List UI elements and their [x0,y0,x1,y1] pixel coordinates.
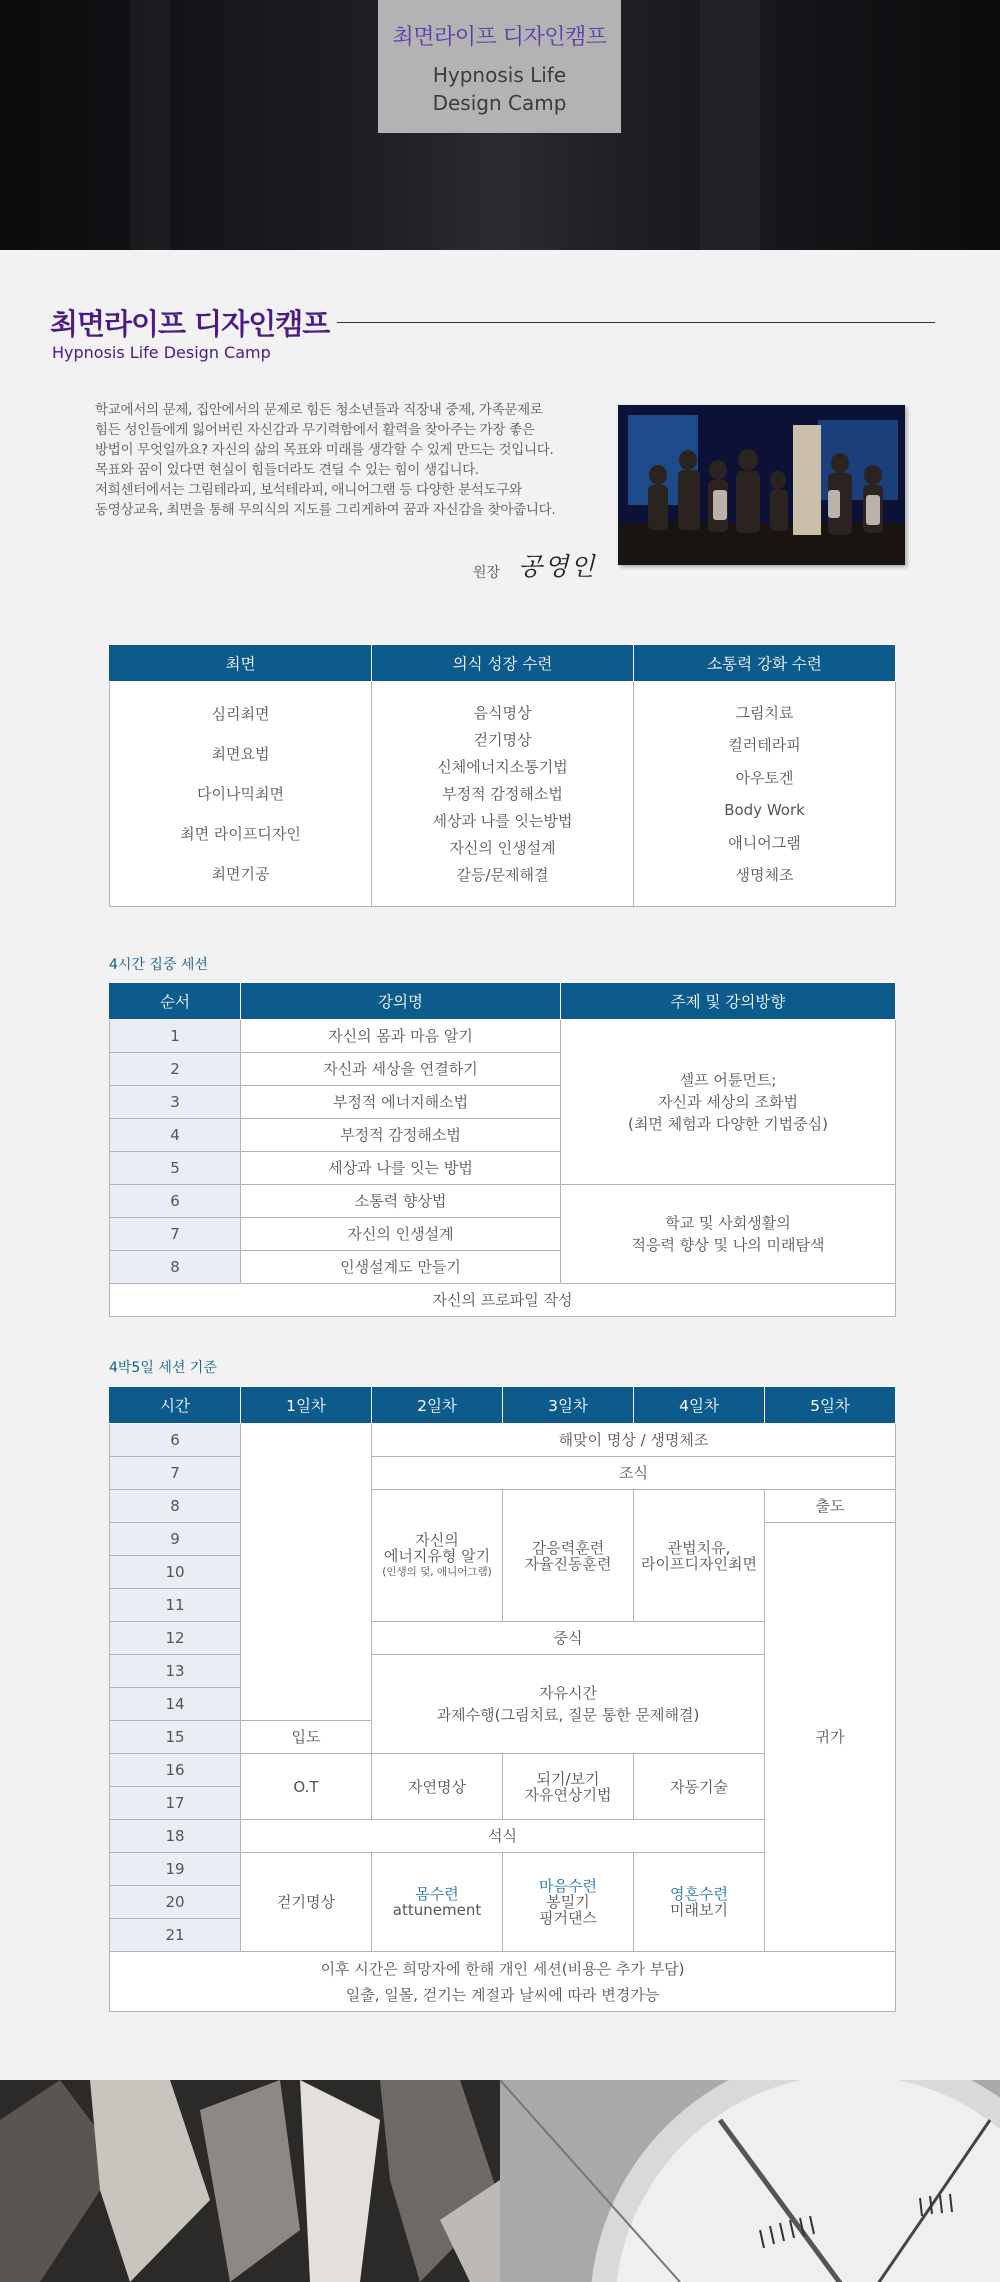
session-number: 7 [110,1218,241,1251]
footer-banner [0,2080,1000,2282]
hour-cell: 19 [110,1853,241,1886]
orientation: O.T [241,1754,372,1820]
schedule-footnote: 일출, 일몰, 걷기는 계절과 날씨에 따라 변경가능 [345,1985,660,2004]
hero-title-en-line: Hypnosis Life [432,63,567,87]
session-name: 부정적 에너지해소법 [241,1086,561,1119]
hero-title-en [378,61,621,117]
arrival: 입도 [241,1721,372,1754]
schedule-line: 자율진동훈련 [524,1554,612,1573]
intensive-header: 강의명 [241,983,561,1020]
return-home: 귀가 [765,1523,896,1952]
session-name: 인생설계도 만들기 [241,1251,561,1284]
hour-cell: 14 [110,1688,241,1721]
program-header: 소통력 강화 수련 [634,645,896,682]
session-name: 자신과 세상을 연결하기 [241,1053,561,1086]
session-theme-line: 적응력 향상 및 나의 미래탐색 [631,1236,825,1254]
table-row [110,1185,896,1218]
hour-cell: 15 [110,1721,241,1754]
hero-title-box [378,0,621,133]
sunrise-meditation: 해맞이 명상 / 생명체조 [372,1424,896,1457]
group-photo-illustration [618,405,905,565]
intensive-footer: 자신의 프로파일 작성 [110,1284,896,1317]
schedule-header: 1일차 [241,1387,372,1424]
schedule-header: 3일차 [503,1387,634,1424]
program-item: 생명체조 [735,866,794,884]
schedule-line: 자유연상기법 [524,1785,612,1804]
program-item: 자신의 인생설계 [449,838,556,857]
program-item: 세상과 나를 잇는방법 [432,811,573,830]
session-theme-line: 자신과 세상의 조화법 [658,1093,798,1111]
program-item: 부정적 감정해소법 [442,784,563,803]
program-item: 신체에너지소통기법 [437,757,568,776]
schedule-note-row [110,1952,896,2012]
departure: 출도 [765,1490,896,1523]
schedule-line: 라이프디자인최면 [641,1554,757,1573]
program-column-communication [634,682,896,907]
program-column-hypnosis [110,682,372,907]
camp-schedule-table [109,1386,896,2012]
day3-afternoon [503,1754,634,1820]
schedule-line: 핑거댄스 [539,1909,597,1927]
hero-texture [700,0,760,250]
table-row [110,1020,896,1053]
free-time [372,1655,765,1754]
session-theme-line: 셀프 어튠먼트; [679,1071,777,1089]
session-name: 소통력 향상법 [241,1185,561,1218]
hour-cell: 10 [110,1556,241,1589]
intro-line: 힘든 성인들에게 잃어버린 자신감과 무기력함에서 활력을 찾아주는 가장 좋은 [95,422,535,438]
hero-title-en-line: Design Camp [432,91,567,115]
session-theme [561,1020,896,1185]
hour-cell: 20 [110,1886,241,1919]
intensive-header: 주제 및 강의방향 [561,983,896,1020]
hour-cell: 12 [110,1622,241,1655]
schedule-line: 영혼수련 [670,1885,728,1903]
hero-banner [0,0,1000,250]
signature-label: 원장 [473,565,501,581]
schedule-header: 2일차 [372,1387,503,1424]
program-column-consciousness [372,682,634,907]
main-content [0,250,1000,2080]
hour-cell: 7 [110,1457,241,1490]
schedule-header: 시간 [110,1387,241,1424]
session-number: 8 [110,1251,241,1284]
session-theme-line: 학교 및 사회생활의 [665,1214,791,1232]
program-item: 아우토겐 [735,768,794,787]
schedule-line: 감응력훈련 [531,1538,605,1557]
schedule-line: 몸수련 [415,1885,459,1903]
program-item: 컬러테라피 [728,736,801,754]
hour-cell: 13 [110,1655,241,1688]
schedule-footnote: 이후 시간은 희망자에 한해 개인 세션(비용은 추가 부담) [320,1959,685,1978]
intro-line: 저희센터에서는 그림테라피, 보석테라피, 애니어그램 등 다양한 분석도구와 [95,482,522,498]
day2-morning [372,1490,503,1622]
intro-line: 동영상교육, 최면을 통해 무의식의 지도를 그리게하여 꿈과 자신감을 찾아줍니다. [95,502,556,518]
signature: 공영인 [518,552,597,581]
program-item: 최면기공 [211,865,270,883]
intensive-section-title: 4시간 집중 세션 [109,957,208,973]
session-theme-line: (최면 체험과 다양한 기법중심) [628,1115,828,1133]
intro-line: 방법이 무엇일까요? 자신의 삶의 목표와 미래를 생각할 수 있게 만드는 것입니다. [95,442,554,458]
page-subtitle: Hypnosis Life Design Camp [52,343,271,362]
schedule-note: (인생의 덫, 애니어그램) [382,1565,492,1578]
hour-cell: 6 [110,1424,241,1457]
page-title: 최면라이프 디자인캠프 [50,302,337,343]
program-item: 걷기명상 [473,730,532,749]
day4-evening [634,1853,765,1952]
schedule-line: 에너지유형 알기 [383,1546,491,1565]
session-name: 자신의 인생설계 [241,1218,561,1251]
schedule-line: 마음수련 [539,1877,597,1895]
schedule-header: 4일차 [634,1387,765,1424]
intro-text [95,400,575,520]
program-item: 애니어그램 [728,833,801,852]
program-item: Body Work [724,801,805,819]
footer-banner-art [0,2080,1000,2282]
hour-cell: 11 [110,1589,241,1622]
program-header: 의식 성장 수련 [372,645,634,682]
schedule-line: 자유시간 [539,1684,597,1702]
schedule-line: 미래보기 [670,1901,728,1919]
group-photo [618,405,905,565]
day4-afternoon: 자동기술 [634,1754,765,1820]
session-name: 부정적 감정해소법 [241,1119,561,1152]
dinner: 석식 [241,1820,765,1853]
lunch: 중식 [372,1622,765,1655]
day1-empty [241,1424,372,1721]
program-item: 최면 라이프디자인 [180,825,301,843]
day2-evening [372,1853,503,1952]
program-item: 심리최면 [211,705,270,723]
session-name: 자신의 몸과 마음 알기 [241,1020,561,1053]
day3-evening [503,1853,634,1952]
program-item: 음식명상 [473,703,532,722]
hero-title-ko: 최면라이프 디자인캠프 [392,25,607,50]
hour-cell: 17 [110,1787,241,1820]
session-number: 3 [110,1086,241,1119]
schedule-line: 과제수행(그림치료, 질문 통한 문제해결) [436,1706,700,1724]
session-name: 세상과 나를 잇는 방법 [241,1152,561,1185]
intro-line: 목표와 꿈이 있다면 현실이 힘들더라도 견딜 수 있는 힘이 생깁니다. [95,462,479,478]
hour-cell: 21 [110,1919,241,1952]
program-header: 최면 [110,645,372,682]
schedule-line: 관법치유, [667,1538,731,1557]
session-theme [561,1185,896,1284]
day4-morning [634,1490,765,1622]
program-item: 갈등/문제해결 [456,865,549,884]
schedule-line: 봉밀기 [546,1893,590,1911]
session-number: 2 [110,1053,241,1086]
intro-line: 학교에서의 문제, 집안에서의 문제로 힘든 청소년들과 직장내 중제, 가족문제로 [95,402,543,418]
program-table [109,644,896,907]
table-row [110,1284,896,1317]
schedule-header: 5일차 [765,1387,896,1424]
hour-cell: 8 [110,1490,241,1523]
title-divider [330,322,935,323]
hour-cell: 16 [110,1754,241,1787]
session-number: 6 [110,1185,241,1218]
schedule-line: 자신의 [415,1530,459,1549]
hero-texture [130,0,170,250]
session-number: 4 [110,1119,241,1152]
program-item: 그림치료 [735,703,794,722]
session-number: 1 [110,1020,241,1053]
day1-evening: 걷기명상 [241,1853,372,1952]
camp-section-title: 4박5일 세션 기준 [109,1360,217,1376]
day3-morning [503,1490,634,1622]
intensive-header: 순서 [110,983,241,1020]
breakfast: 조식 [372,1457,896,1490]
session-number: 5 [110,1152,241,1185]
program-item: 최면요법 [211,745,270,763]
program-item: 다이나믹최면 [197,785,284,803]
hour-cell: 18 [110,1820,241,1853]
day2-afternoon: 자연명상 [372,1754,503,1820]
schedule-line: 되기/보기 [536,1769,600,1788]
intensive-session-table [109,982,896,1317]
schedule-line: attunement [392,1901,482,1919]
hour-cell: 9 [110,1523,241,1556]
